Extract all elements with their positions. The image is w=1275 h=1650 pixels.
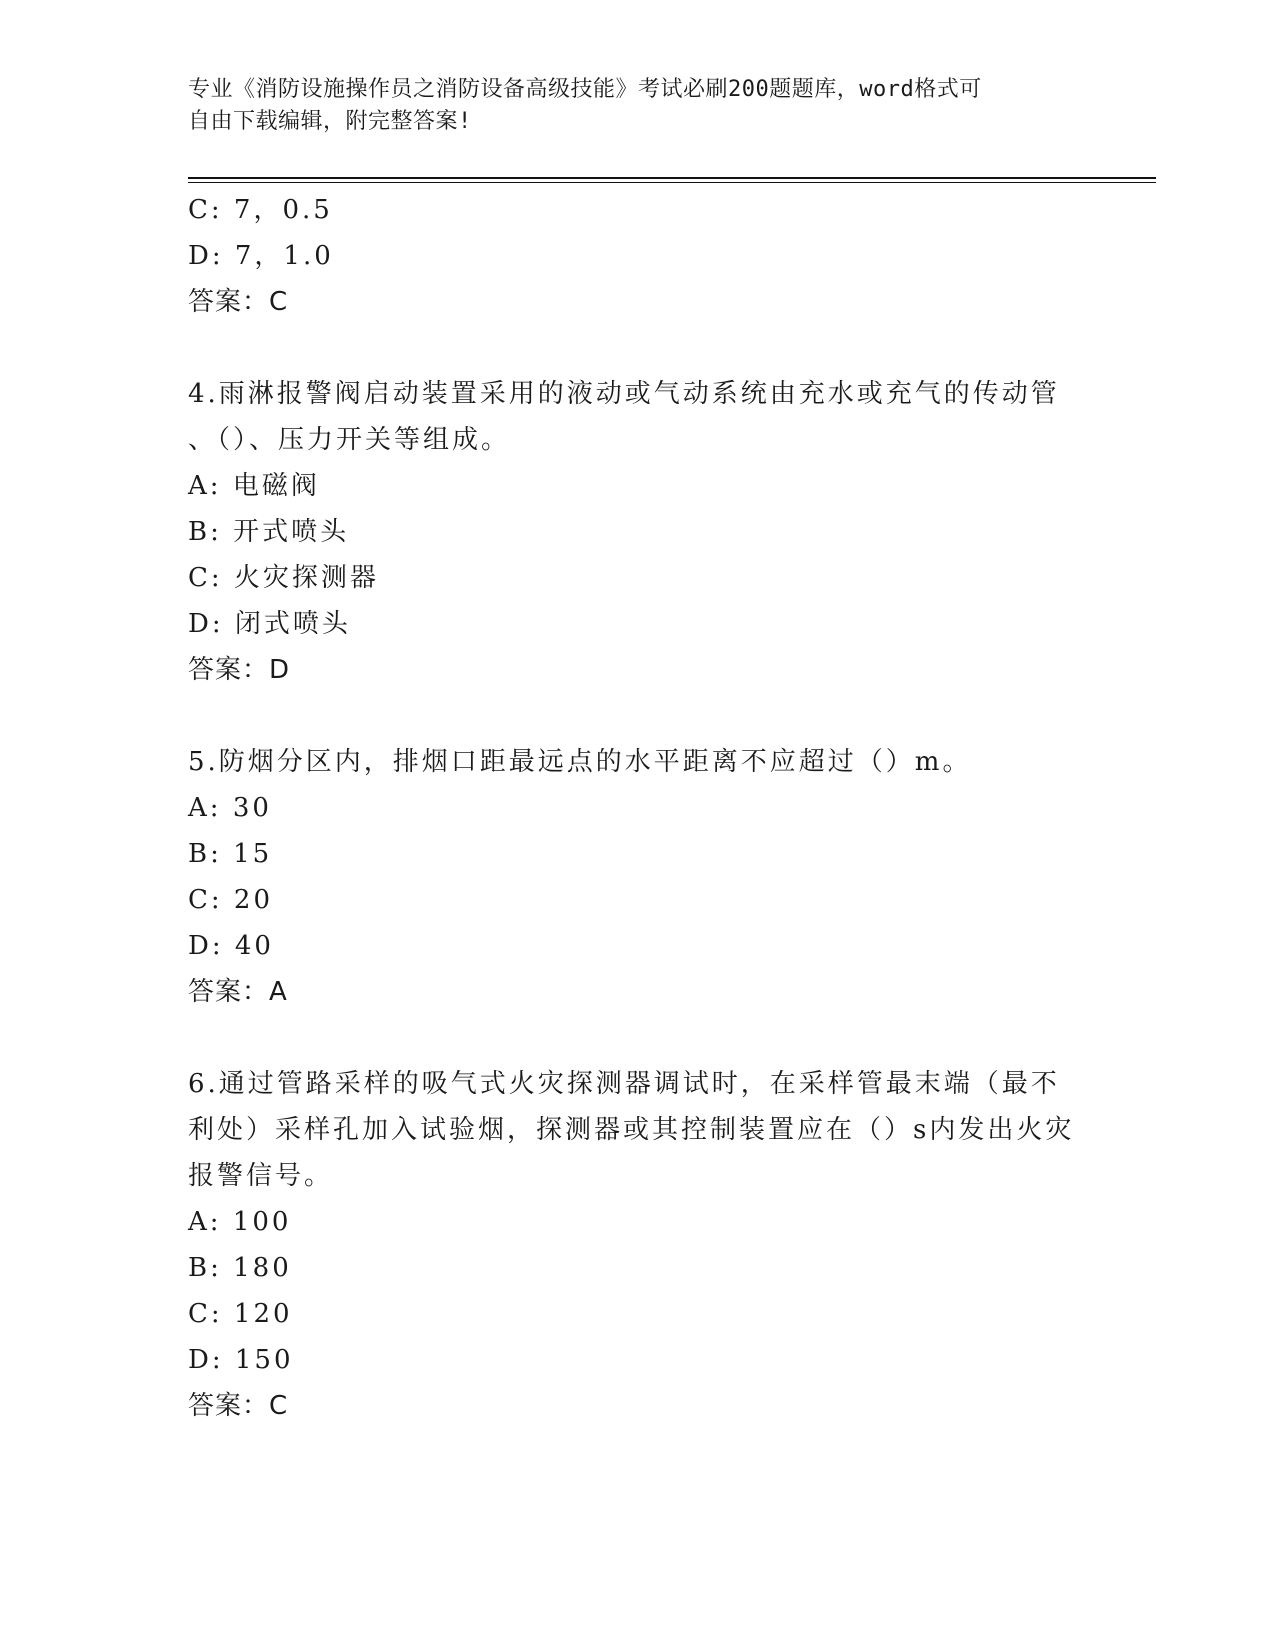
option-label: A: (188, 1207, 222, 1237)
spacer (188, 1015, 1088, 1061)
option-c (188, 187, 1088, 233)
question-text-line: 4.雨淋报警阀启动装置采用的液动或气动系统由充水或充气的传动管 (188, 379, 1060, 409)
option-text: 150 (234, 1345, 294, 1375)
option-label: A: (188, 793, 222, 823)
question-text-line: 报警信号。 (188, 1161, 334, 1191)
option-label: C: (188, 1299, 223, 1329)
question-3-tail (188, 187, 1088, 325)
option-b (188, 509, 1088, 555)
option-text: 100 (232, 1207, 292, 1237)
answer: 答案：C (188, 1391, 289, 1421)
option-b (188, 831, 1088, 877)
option-text: 20 (233, 885, 274, 915)
option-d (188, 1337, 1088, 1383)
option-label: C: (188, 885, 223, 915)
question-text-line: 5.防烟分区内，排烟口距最远点的水平距离不应超过（）m。 (188, 747, 972, 777)
question-6 (188, 1061, 1088, 1429)
option-a (188, 1199, 1088, 1245)
option-text: 180 (233, 1253, 292, 1283)
option-text: 闭式喷头 (234, 609, 351, 639)
option-label: A: (188, 471, 222, 501)
option-label: D: (188, 609, 224, 639)
option-b (188, 1245, 1088, 1291)
option-label: D: (188, 931, 224, 961)
option-c (188, 877, 1088, 923)
option-label: D: (188, 241, 224, 271)
option-label: C: (188, 195, 223, 225)
option-c (188, 1291, 1088, 1337)
option-label: D: (188, 1345, 224, 1375)
question-5 (188, 739, 1088, 1015)
option-text: 7，1.0 (234, 241, 334, 271)
question-text-line: 利处）采样孔加入试验烟，探测器或其控制装置应在（）s内发出火灾 (188, 1115, 1075, 1145)
option-text: 120 (233, 1299, 293, 1329)
option-d (188, 233, 1088, 279)
option-a (188, 785, 1088, 831)
option-c (188, 555, 1088, 601)
option-text: 15 (233, 839, 273, 869)
option-text: 40 (234, 931, 274, 961)
option-text: 开式喷头 (233, 517, 350, 547)
question-list (188, 187, 1088, 1429)
answer: 答案：C (188, 287, 289, 317)
header-line-2: 自由下载编辑，附完整答案! (188, 109, 472, 134)
option-d (188, 923, 1088, 969)
answer: 答案：D (188, 655, 291, 685)
question-text-line: 6.通过管路采样的吸气式火灾探测器调试时，在采样管最末端（最不 (188, 1069, 1060, 1099)
spacer (188, 325, 1088, 371)
option-label: B: (188, 839, 222, 869)
page-header (188, 74, 1088, 138)
spacer (188, 693, 1088, 739)
option-a (188, 463, 1088, 509)
header-line-1: 专业《消防设施操作员之消防设备高级技能》考试必刷200题题库，word格式可 (188, 77, 982, 102)
option-text: 30 (232, 793, 272, 823)
option-label: C: (188, 563, 223, 593)
header-divider (188, 177, 1156, 183)
option-label: B: (188, 517, 222, 547)
question-4 (188, 371, 1088, 693)
question-text-line: 、（）、压力开关等组成。 (188, 425, 511, 455)
option-label: B: (188, 1253, 222, 1283)
answer: 答案：A (188, 977, 288, 1007)
option-text: 电磁阀 (232, 471, 320, 501)
option-text: 火灾探测器 (233, 563, 379, 593)
option-d (188, 601, 1088, 647)
option-text: 7，0.5 (233, 195, 333, 225)
